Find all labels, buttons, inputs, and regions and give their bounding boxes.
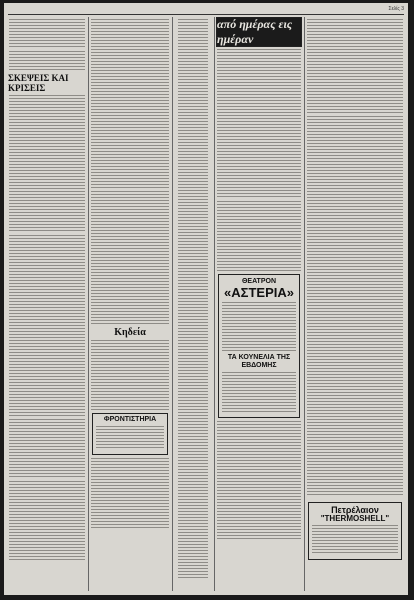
fuel-ad bbox=[308, 502, 402, 560]
newspaper-page bbox=[4, 3, 408, 595]
column-separator bbox=[88, 17, 89, 591]
funeral-heading: Κηδεία bbox=[114, 327, 146, 338]
page-header bbox=[8, 5, 404, 13]
column-separator bbox=[172, 17, 173, 591]
theatre-name: «ΑΣΤΕΡΙΑ» bbox=[224, 285, 294, 300]
column-3 bbox=[174, 17, 212, 591]
theatre-label: ΘΕΑΤΡΟΝ bbox=[241, 278, 277, 285]
fuel-ad-title: Πετρέλαιον bbox=[331, 505, 379, 515]
page-number: Σελίς 3 bbox=[388, 6, 404, 12]
tutoring-heading: ΦΡΟΝΤΙΣΤΗΡΙΑ bbox=[103, 416, 157, 423]
ad-box-tutoring bbox=[92, 413, 168, 455]
column-4 bbox=[216, 17, 302, 591]
theatre-ad bbox=[218, 274, 300, 418]
fuel-ad-brand: "THERMOSHELL" bbox=[320, 514, 390, 523]
masthead-title: από ημέρας εις ημέραν bbox=[217, 17, 293, 46]
column-5 bbox=[306, 17, 404, 591]
column-1 bbox=[8, 17, 86, 591]
column-separator bbox=[304, 17, 305, 591]
header-rule bbox=[8, 14, 404, 15]
column-2 bbox=[90, 17, 170, 591]
column-1-headline: ΣΚΕΨΕΙΣ ΚΑΙ ΚΡΙΣΕΙΣ bbox=[8, 73, 69, 93]
column-separator bbox=[214, 17, 215, 591]
masthead-box bbox=[216, 17, 302, 47]
play-title: ΤΑ ΚΟΥΝΕΛΙΑ ΤΗΣ ΕΒΔΟΜΗΣ bbox=[227, 354, 291, 369]
